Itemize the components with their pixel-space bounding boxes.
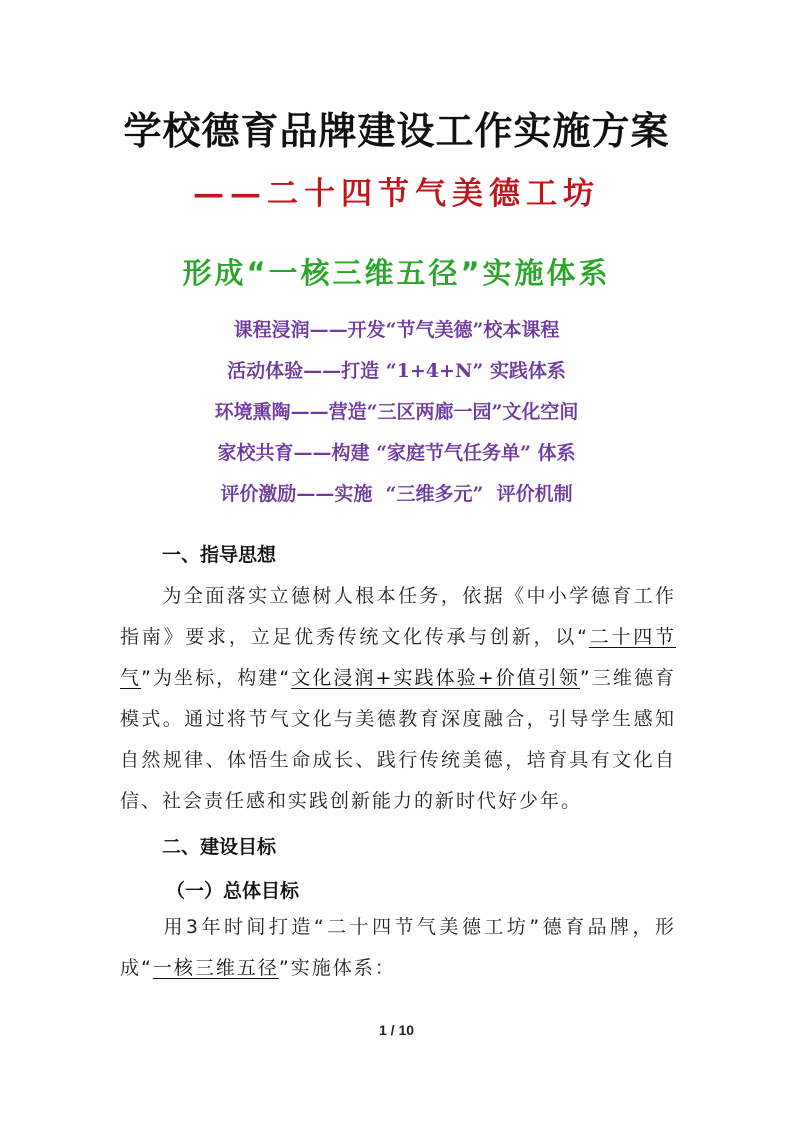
underlined-term: 文化浸润+实践体验+价值引领 — [291, 667, 580, 689]
underlined-term: 一核三维五径 — [152, 957, 279, 979]
paragraph-text: ”三维德育模式。通过将节气文化与美德教育深度融合，引导学生感知自然规律、体悟生命成长、践行传统美德，培育具有文化自信、社会责任感和实践创新能力的新时代好少年。 — [120, 667, 677, 812]
pillar-item: 课程浸润——开发“节气美德”校本课程 — [233, 319, 560, 341]
section-heading-guiding-ideology: 一、指导思想 — [162, 544, 277, 566]
pillar-list — [0, 310, 793, 515]
document-subtitle: ——二十四节气美德工坊 — [193, 176, 600, 212]
subsection-heading-overall-goal: （一）总体目标 — [166, 880, 300, 902]
section-heading-goals: 二、建设目标 — [162, 836, 277, 858]
pillar-item: 家校共育——构建 “家庭节气任务单” 体系 — [217, 442, 576, 464]
overall-goal-paragraph — [120, 907, 676, 989]
guiding-ideology-paragraph — [120, 576, 676, 822]
underlined-term: 二十四节气 — [120, 626, 676, 689]
paragraph-text: ”为坐标，构建“ — [141, 667, 292, 689]
pillar-item: 评价激励——实施 “三维多元” 评价机制 — [220, 483, 573, 505]
pillar-item: 活动体验——打造 “1+4+N” 实践体系 — [227, 360, 566, 382]
system-heading: 形成“一核三维五径”实施体系 — [182, 256, 611, 290]
paragraph-text: 为全面落实立德树人根本任务，依据《中小学德育工作指南》要求，立足优秀传统文化传承与创新，以“ — [120, 585, 676, 648]
paragraph-text: 用3年时间打造“二十四节气美德工坊”德育品牌，形成“ — [120, 916, 676, 979]
paragraph-text: ”实施体系： — [278, 957, 396, 979]
pillar-item: 环境熏陶——营造“三区两廊一园”文化空间 — [214, 401, 579, 423]
page-number: 1 / 10 — [378, 1022, 415, 1038]
document-title: 学校德育品牌建设工作实施方案 — [123, 108, 670, 153]
